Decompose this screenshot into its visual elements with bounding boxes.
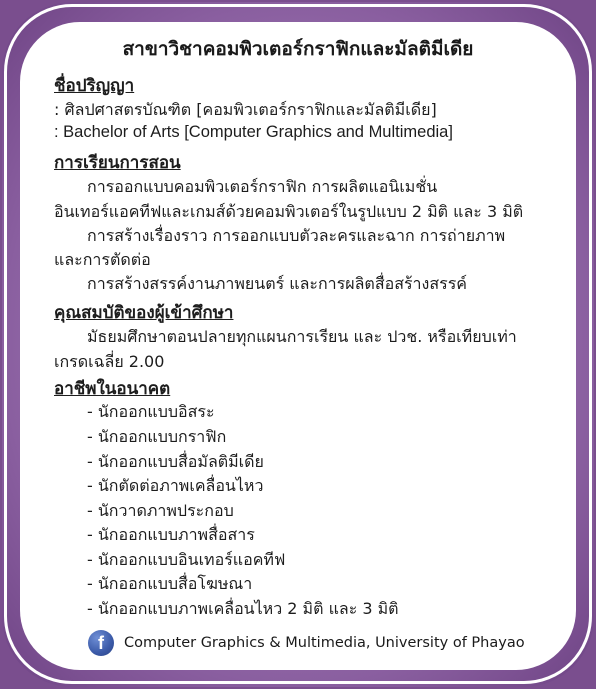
page-title: สาขาวิชาคอมพิวเตอร์กราฟิกและมัลติมีเดีย [122, 38, 474, 60]
teaching-p1-line2: อินเทอร์แอคทีฟและเกมส์ด้วยคอมพิวเตอร์ในรูปแบบ 2 มิติ และ 3 มิติ [54, 202, 524, 221]
teaching-p1-line1: การออกแบบคอมพิวเตอร์กราฟิก การผลิตแอนิเมชั่น [87, 177, 438, 196]
teaching-p3-line1: การสร้างสรรค์งานภาพยนตร์ และการผลิตสื่อสร้างสรรค์ [87, 274, 468, 293]
teaching-p2-line2: และการตัดต่อ [54, 250, 151, 269]
teaching-heading: การเรียนการสอน [54, 153, 181, 173]
career-item: - นักตัดต่อภาพเคลื่อนไหว [87, 476, 264, 495]
qualification-heading: คุณสมบัติของผู้เข้าศึกษา [54, 303, 234, 323]
career-item: - นักออกแบบสื่อโฆษณา [87, 574, 253, 593]
career-item: - นักออกแบบกราฟิก [87, 427, 227, 446]
career-item: - นักออกแบบอิสระ [87, 402, 215, 421]
degree-english: : Bachelor of Arts [Computer Graphics and Multimedia] [54, 123, 453, 141]
career-item: - นักออกแบบภาพเคลื่อนไหว 2 มิติ และ 3 มิติ [87, 599, 399, 618]
degree-thai: : ศิลปศาสตรบัณฑิต [คอมพิวเตอร์กราฟิกและมัลติมีเดีย] [54, 100, 437, 119]
teaching-p2-line1: การสร้างเรื่องราว การออกแบบตัวละครและฉาก การถ่ายภาพ [87, 226, 506, 245]
career-item: - นักออกแบบอินเทอร์แอคทีฟ [87, 550, 286, 569]
career-item: - นักออกแบบสื่อมัลติมีเดีย [87, 452, 264, 471]
footer [88, 630, 525, 656]
qualification-line2: เกรดเฉลี่ย 2.00 [54, 352, 165, 371]
degree-heading: ชื่อปริญญา [54, 76, 135, 96]
qualification-line1: มัธยมศึกษาตอนปลายทุกแผนการเรียน และ ปวช. หรือเทียบเท่า [87, 327, 517, 346]
footer-page-name: Computer Graphics & Multimedia, University of Phayao [124, 635, 525, 651]
careers-heading: อาชีพในอนาคต [54, 379, 171, 399]
career-item: - นักวาดภาพประกอบ [87, 501, 234, 520]
facebook-icon[interactable]: f [88, 630, 114, 656]
career-item: - นักออกแบบภาพสื่อสาร [87, 525, 255, 544]
